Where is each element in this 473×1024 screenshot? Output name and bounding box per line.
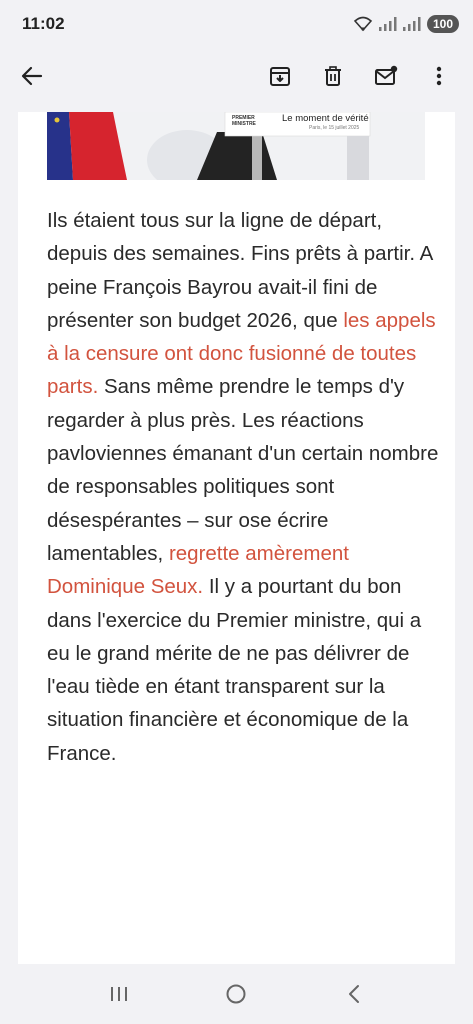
- message-body: [18, 112, 455, 964]
- delete-button[interactable]: [313, 56, 353, 96]
- wifi-icon: [353, 16, 373, 32]
- recents-button[interactable]: [99, 974, 139, 1014]
- article-text-part3: Il y a pourtant du bon dans l'exercice du Premier ministre, qui a eu le grand mérite de ne pas délivrer de l'eau tiède en étant transparent sur la situation financière et économique de la France.: [47, 575, 422, 765]
- archive-button[interactable]: [260, 56, 300, 96]
- home-icon: [225, 983, 247, 1005]
- hero-sign-subtitle: Paris, le 15 juillet 2025: [309, 125, 360, 131]
- back-button[interactable]: [14, 58, 50, 94]
- status-time: 11:02: [22, 14, 65, 33]
- censure-link[interactable]: les appels à la censure ont donc fusionné de toutes parts.: [47, 308, 436, 399]
- toolbar: [0, 48, 473, 104]
- dominique-seux-link[interactable]: regrette amèrement Dominique Seux.: [47, 541, 349, 599]
- status-icons: [353, 15, 459, 33]
- archive-icon: [269, 65, 291, 87]
- system-nav-bar: [0, 964, 473, 1024]
- article-text-part1: Ils étaient tous sur la ligne de départ, depuis des semaines. Fins prêts à partir. A peine François Bayrou avait-il fini de présenter son budget 2026, que: [47, 209, 433, 332]
- hero-image: [47, 112, 425, 180]
- battery-indicator: 100: [427, 15, 459, 33]
- mark-unread-button[interactable]: [366, 56, 406, 96]
- more-vertical-icon: [436, 66, 442, 86]
- arrow-back-icon: [21, 65, 43, 87]
- article-paragraph: [47, 204, 439, 770]
- nav-back-icon: [347, 984, 361, 1004]
- status-bar: [0, 0, 473, 48]
- signal-icon-2: [403, 17, 421, 31]
- trash-icon: [322, 65, 344, 87]
- system-back-button[interactable]: [334, 974, 374, 1014]
- hero-sign-line2: MINISTRE: [232, 121, 256, 127]
- hero-sign-line1: PREMIER: [232, 115, 255, 121]
- mail-unread-icon: [374, 65, 398, 87]
- signal-icon: [379, 17, 397, 31]
- home-button[interactable]: [216, 974, 256, 1014]
- recents-icon: [108, 985, 130, 1003]
- more-options-button[interactable]: [419, 56, 459, 96]
- article-text-part2: Sans même prendre le temps d'y regarder à plus près. Les réactions pavloviennes émanant d'un certain nombre de responsables politiques sont désespérantes – sur ose écrire lamentables,: [47, 375, 439, 565]
- hero-sign-title: Le moment de vérité: [282, 113, 369, 124]
